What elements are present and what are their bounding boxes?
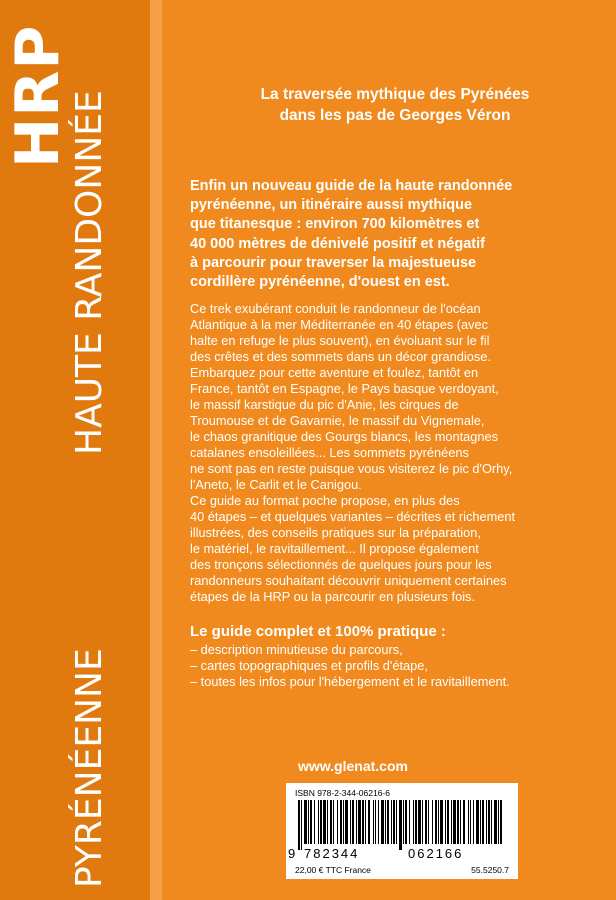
barcode-bar: [425, 800, 427, 844]
barcode-bar: [345, 800, 348, 844]
barcode-bar: [356, 800, 357, 844]
barcode-bar: [368, 800, 370, 844]
body-line: ne sont pas en reste puisque vous visiterez le pic d'Orhy,: [190, 461, 513, 476]
intro-line: 40 000 mètres de dénivelé positif et négatif: [190, 235, 485, 252]
barcode-bars: [298, 800, 506, 850]
barcode-bar: [498, 800, 499, 844]
barcode-bar: [491, 800, 492, 844]
body-line: Ce trek exubérant conduit le randonneur de l'océan: [190, 301, 481, 316]
body-line: le chaos granitique des Gourgs blancs, les montagnes: [190, 429, 499, 444]
barcode-bar: [330, 800, 332, 844]
barcode-bar: [362, 800, 364, 844]
description-paragraph: [190, 301, 600, 605]
barcode-bar: [310, 800, 312, 844]
barcode-bar: [413, 800, 414, 844]
barcode-bar: [480, 800, 481, 844]
highlights-item: – cartes topographiques et profils d'étape,: [190, 658, 428, 673]
barcode-bar: [358, 800, 361, 844]
barcode-bar: [494, 800, 497, 844]
highlights-item: – description minutieuse du parcours,: [190, 642, 403, 657]
barcode-bar: [391, 800, 392, 844]
barcode-bar: [405, 800, 407, 844]
body-line: Troumouse et de Gavarnie, le massif du Vignemale,: [190, 413, 485, 428]
body-line: des crêtes et des sommets dans un décor grandiose.: [190, 349, 491, 364]
body-line: Ce guide au format poche propose, en plus des: [190, 493, 460, 508]
barcode-bar: [488, 800, 490, 844]
barcode-bar: [308, 800, 309, 844]
spine-divider: [150, 0, 162, 900]
barcode-bar: [445, 800, 446, 844]
tagline-line2: dans les pas de Georges Véron: [279, 107, 511, 124]
barcode-bar: [463, 800, 465, 844]
isbn-text: ISBN 978-2-344-06216-6: [295, 788, 390, 798]
intro-line: à parcourir pour traverser la majestueuse: [190, 254, 477, 271]
intro-line: Enfin un nouveau guide de la haute randonnée: [190, 178, 513, 194]
barcode-bar: [350, 800, 351, 844]
barcode-bar: [314, 800, 315, 844]
barcode-bar: [476, 800, 479, 844]
body-line: l'Aneto, le Carlit et le Canigou.: [190, 477, 362, 492]
spine-subtitle-line1: HAUTE RANDONNÉE: [69, 90, 110, 455]
tagline: [190, 84, 600, 126]
barcode-bar: [373, 800, 374, 844]
intro-paragraph: [190, 177, 600, 292]
body-line: le matériel, le ravitaillement... Il propose également: [190, 541, 479, 556]
barcode-bar: [340, 800, 342, 844]
highlights-list: [190, 642, 600, 690]
barcode-bar: [393, 800, 395, 844]
barcode-bar: [460, 800, 461, 844]
barcode-bar: [482, 800, 484, 844]
barcode-bar: [387, 800, 389, 844]
product-code: 55.5250.7: [471, 865, 509, 875]
barcode-bar: [428, 800, 429, 844]
body-line: catalanes ensoleillées... Les sommets pyrénéens: [190, 445, 469, 460]
barcode-bar: [422, 800, 423, 844]
barcode-bar: [415, 800, 417, 844]
barcode-bar: [447, 800, 449, 844]
body-line: 40 étapes – et quelques variantes – décrites et richement: [190, 509, 516, 524]
publisher-website: www.glenat.com: [298, 758, 408, 774]
intro-line: pyrénéenne, un itinéraire aussi mythique: [190, 197, 473, 214]
barcode-bar: [343, 800, 344, 844]
barcode-bar: [418, 800, 421, 844]
barcode-bar: [438, 800, 439, 844]
body-line: Atlantique à la mer Méditerranée en 40 étapes (avec: [190, 317, 489, 332]
body-line: randonneurs souhaitant découvrir uniquement certaines: [190, 573, 507, 588]
barcode-bar: [320, 800, 322, 844]
barcode-bar: [440, 800, 443, 844]
price-text: 22,00 € TTC France: [295, 865, 371, 875]
barcode-bar: [457, 800, 459, 844]
body-line: étapes de la HRP ou la parcourir en plusieurs fois.: [190, 589, 476, 604]
barcode-bar: [470, 800, 471, 844]
body-line: halte en refuge le plus souvent), en évoluant sur le fil: [190, 333, 490, 348]
barcode-bar: [378, 800, 379, 844]
barcode-bar: [451, 800, 452, 844]
barcode-bar: [473, 800, 474, 844]
barcode-bar: [432, 800, 433, 844]
barcode-bar: [435, 800, 437, 844]
barcode-bar: [468, 800, 469, 844]
barcode-bar: [375, 800, 376, 844]
intro-line: cordillère pyrénéenne, d'ouest en est.: [190, 274, 450, 291]
barcode-bar: [298, 800, 300, 850]
barcode-digits-group2: 062166: [408, 846, 464, 861]
barcode-digits-group1: 782344: [304, 846, 360, 861]
barcode-bar: [396, 800, 397, 844]
spine-subtitle-line2: PYRÉNÉENNE: [69, 648, 110, 888]
highlights-section: [190, 622, 600, 690]
barcode-bar: [301, 800, 302, 850]
body-line: Embarquez pour cette aventure et foulez, tantôt en: [190, 365, 479, 380]
tagline-line1: La traversée mythique des Pyrénées: [260, 86, 530, 103]
barcode-bar: [323, 800, 326, 844]
barcode-bar: [385, 800, 386, 844]
body-line: illustrées, des conseils pratiques sur la préparation,: [190, 525, 481, 540]
barcode-bar: [500, 800, 502, 844]
barcode-bar: [352, 800, 354, 844]
highlights-title: Le guide complet et 100% pratique :: [190, 623, 446, 640]
barcode-bar: [453, 800, 456, 844]
barcode-bar: [486, 800, 487, 844]
intro-line: que titanesque : environ 700 kilomètres et: [190, 216, 480, 233]
barcode-bar: [337, 800, 338, 844]
spine-acronym: HRP: [3, 24, 73, 168]
barcode-bar: [381, 800, 384, 844]
body-line: le massif karstique du pic d'Anie, les cirques de: [190, 397, 459, 412]
barcode-bar: [333, 800, 334, 844]
barcode-bar: [409, 800, 410, 844]
barcode-bar: [318, 800, 319, 844]
body-line: des tronçons sélectionnés de quelques jours pour les: [190, 557, 492, 572]
highlights-item: – toutes les infos pour l'hébergement et le ravitaillement.: [190, 674, 510, 689]
barcode-panel: [286, 783, 518, 879]
body-line: France, tantôt en Espagne, le Pays basque verdoyant,: [190, 381, 499, 396]
barcode-bar: [399, 800, 402, 850]
barcode-bar: [403, 800, 404, 844]
barcode-bar: [304, 800, 307, 844]
barcode-bar: [365, 800, 366, 844]
barcode-digit-first: 9: [288, 846, 298, 861]
barcode-bar: [327, 800, 328, 844]
